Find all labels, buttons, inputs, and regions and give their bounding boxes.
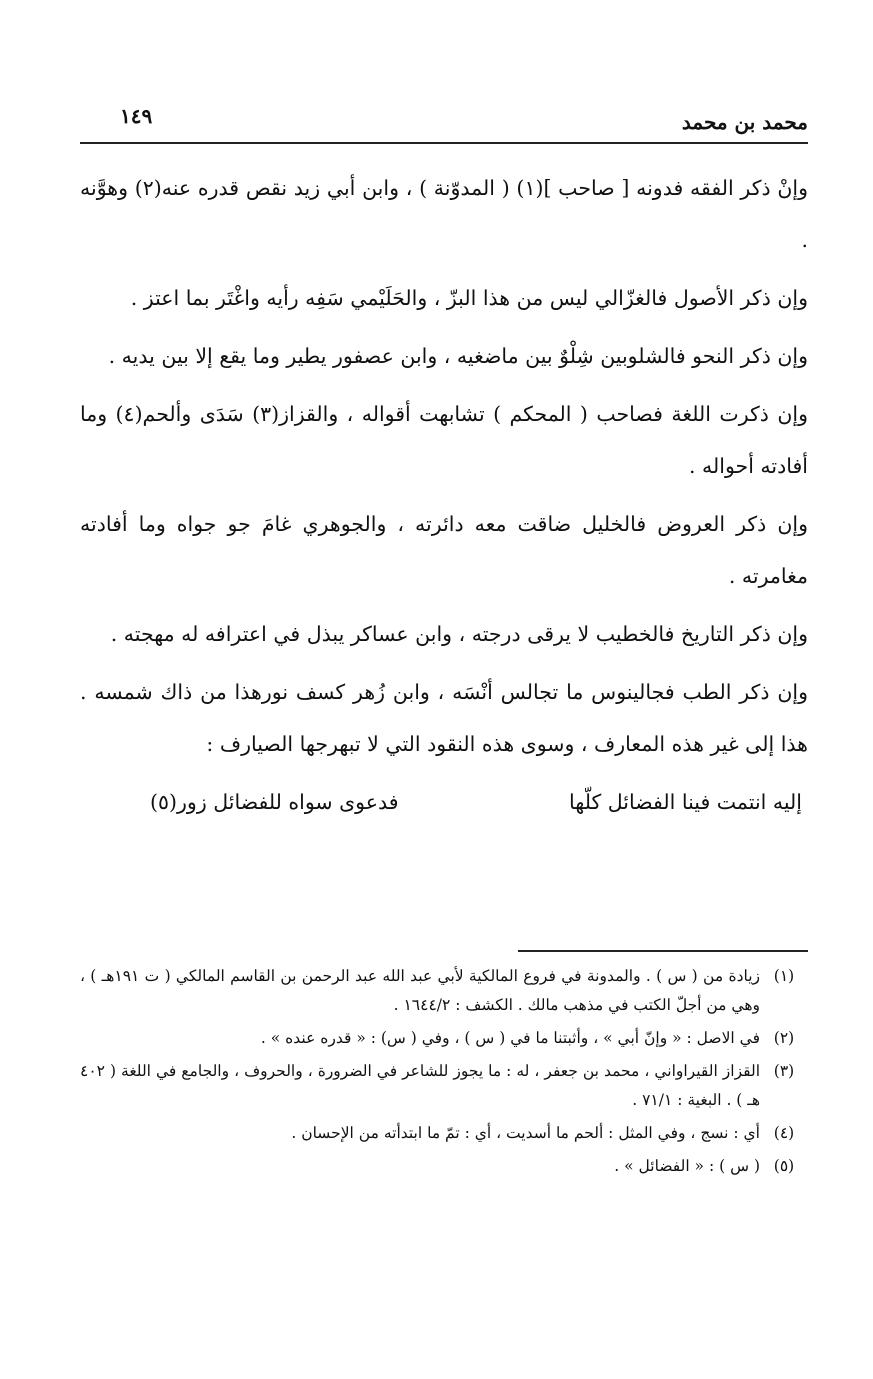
footnote-text: أي : نسج ، وفي المثل : ألحم ما أسديت ، أي : تمّ ما ابتدأته من الإحسان . (291, 1124, 760, 1142)
footnote-1 (80, 962, 808, 1020)
paragraph-nahw: وإن ذكر النحو فالشلوبين شِلْوٌ بين ماضغيه ، وابن عصفور يطير وما يقع إلا بين يديه . (108, 344, 808, 368)
footnote-number: (٢) (773, 1029, 795, 1047)
footnote-text: القزاز القيراواني ، محمد بن جعفر ، له : ما يجوز للشاعر في الضرورة ، والحروف ، والجامع في اللغة ( ٤٠٢ هـ ) . البغية : ٧١/١ . (80, 1062, 760, 1109)
footnote-rule (518, 950, 808, 952)
footnote-4 (80, 1119, 808, 1148)
page-number: ١٤٩ (120, 104, 153, 128)
paragraph-tarikh: وإن ذكر التاريخ فالخطيب لا يرقى درجته ، وابن عساكر يبذل في اعترافه له مهجته . (110, 622, 808, 646)
paragraph-fiqh: وإنْ ذكر الفقه فدونه [ صاحب ](١) ( المدوّنة ) ، وابن أبي زيد نقص قدره عنه(٢) وهوَّنه . (80, 176, 808, 252)
footnote-number: (٤) (773, 1124, 795, 1142)
footnote-text: ( س ) : « الفضائل » . (614, 1157, 760, 1175)
paragraph-arud: وإن ذكر العروض فالخليل ضاقت معه دائرته ، والجوهري غامَ جو جواه وما أفادته مغامرته . (80, 512, 808, 588)
verse-second-hemistich: فدعوى سواه للفضائل زور(٥) (150, 790, 399, 814)
footnote-number: (٥) (773, 1157, 795, 1175)
paragraph-usul: وإن ذكر الأصول فالغزّالي ليس من هذا البزّ ، والحَلَيْمي سَفِه رأيه واغْتَر بما اعتز . (130, 286, 808, 310)
paragraph-tibb: وإن ذكر الطب فجالينوس ما تجالس أنْسَه ، وابن زُهر كسف نورهذا من ذاك شمسه . هذا إلى غير هذه المعارف ، وسوى هذه النقود التي لا تبهرجها الصيارف : (80, 680, 808, 756)
footnote-5 (80, 1152, 808, 1181)
footnote-3 (80, 1057, 808, 1115)
poetry-verse (80, 776, 808, 828)
footnote-text: في الاصل : « وإنّ أبي » ، وأثبتنا ما في ( س ) ، وفي ( س) : « قدره عنده » . (260, 1029, 760, 1047)
main-text (80, 162, 808, 828)
footnotes (80, 962, 808, 1185)
verse-first-hemistich: إليه انتمت فينا الفضائل كلّها (569, 790, 802, 814)
footnote-number: (٣) (773, 1062, 795, 1080)
footnote-text: زيادة من ( س ) . والمدونة في فروع المالكية لأبي عبد الله عبد الرحمن بن القاسم المالكي ( ت ١٩١هـ ) ، وهي من أجلّ الكتب في مذهب مالك . الكشف : ١٦٤٤/٢ . (80, 967, 760, 1014)
header-rule (80, 142, 808, 144)
paragraph-lugha: وإن ذكرت اللغة فصاحب ( المحكم ) تشابهت أقواله ، والقزاز(٣) سَدَى وألحم(٤) وما أفادته أحواله . (80, 402, 808, 478)
footnote-number: (١) (773, 967, 795, 985)
running-head: محمد بن محمد (681, 110, 808, 134)
footnote-2 (80, 1024, 808, 1053)
page-header (80, 100, 808, 140)
